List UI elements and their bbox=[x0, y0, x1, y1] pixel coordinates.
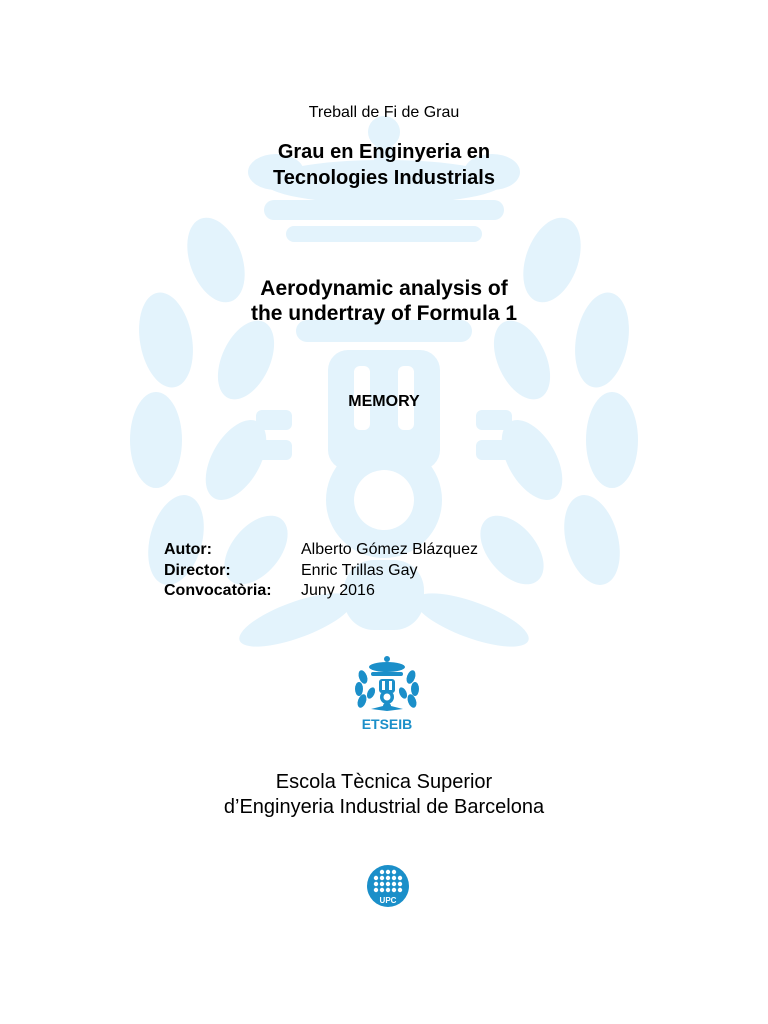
school-name-line: d’Enginyeria Industrial de Barcelona bbox=[223, 796, 545, 818]
info-label: Convocatòria: bbox=[164, 582, 272, 599]
thesis-title-line: the undertray of Formula 1 bbox=[250, 302, 518, 325]
subject-label: Treball de Fi de Grau bbox=[308, 104, 460, 121]
info-label: Autor: bbox=[164, 541, 212, 558]
degree-title bbox=[0, 139, 768, 191]
school-name bbox=[0, 770, 768, 820]
etseib-logo-icon bbox=[353, 655, 421, 733]
degree-title-line: Tecnologies Industrials bbox=[273, 167, 495, 189]
etseib-logo-text: ETSEIB bbox=[361, 716, 413, 732]
school-name-line: Escola Tècnica Superior bbox=[275, 771, 493, 793]
info-row-author bbox=[164, 540, 478, 561]
degree-title-line: Grau en Enginyeria en bbox=[277, 141, 491, 163]
info-value: Juny 2016 bbox=[301, 582, 375, 599]
info-row-session bbox=[164, 581, 478, 602]
upc-logo-text: UPC bbox=[379, 896, 397, 905]
thesis-title-line: Aerodynamic analysis of bbox=[260, 277, 508, 300]
thesis-title bbox=[0, 276, 768, 326]
info-table bbox=[164, 540, 478, 602]
info-label: Director: bbox=[164, 561, 231, 579]
document-type: MEMORY bbox=[348, 393, 420, 410]
info-value: Enric Trillas Gay bbox=[301, 561, 418, 579]
upc-logo-icon bbox=[366, 864, 410, 908]
info-value: Alberto Gómez Blázquez bbox=[301, 541, 478, 558]
info-row-director bbox=[164, 561, 478, 582]
